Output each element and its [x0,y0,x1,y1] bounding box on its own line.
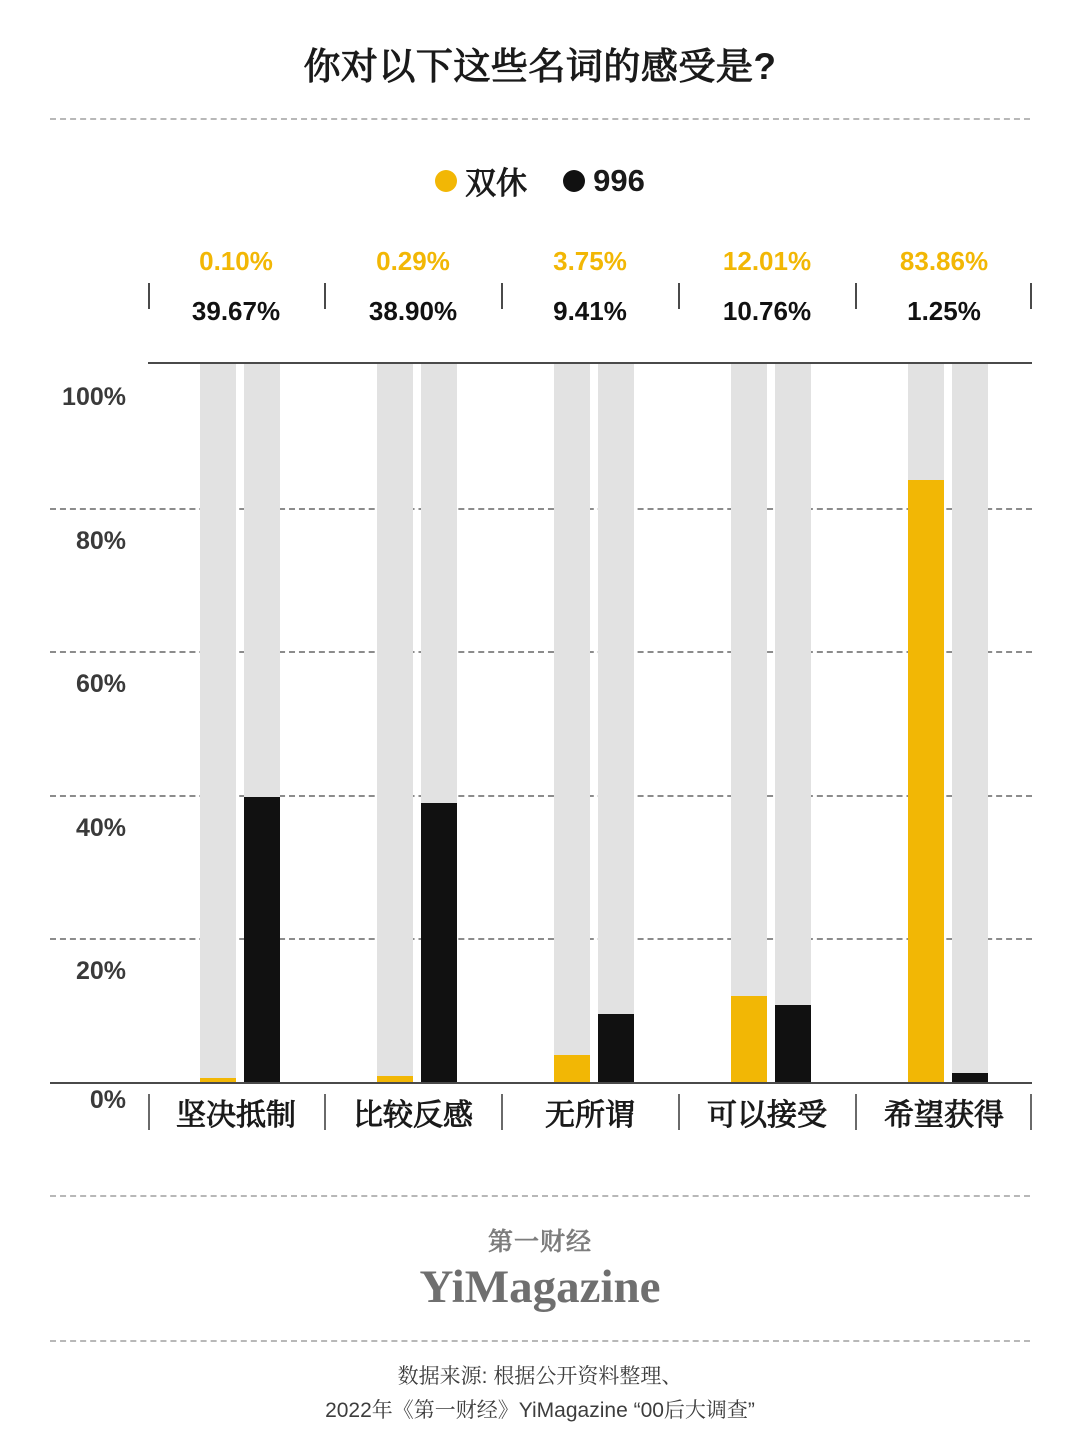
band-3-black [775,364,811,1082]
gridline-60 [50,651,1032,653]
bar-shuangxiu-3 [731,996,767,1082]
value-black-4: 1.25% [907,296,981,326]
category-separator-0 [148,1094,150,1130]
value-yellow-2: 3.75% [553,246,627,276]
category-label-3: 可以接受 [707,1099,827,1132]
source-note [0,1360,1080,1428]
black-dot-icon [563,170,585,192]
category-separator-1 [324,1094,326,1130]
band-2-black [598,364,634,1082]
legend-item-shuangxiu [435,158,527,203]
brand-name-en: YiMagazine [419,1261,661,1313]
legend-label-shuangxiu: 双休 [465,166,528,201]
category-label-0: 坚决抵制 [176,1099,296,1132]
y-tick-100: 100% [62,383,126,411]
page-title: 你对以下这些名词的感受是? [303,46,777,87]
category-label-1: 比较反感 [353,1099,473,1132]
band-4-black [952,364,988,1082]
value-yellow-4: 83.86% [899,246,989,276]
tickmark-5 [1030,283,1032,309]
category-separator-4 [855,1094,857,1130]
y-tick-0: 0% [89,1086,126,1114]
bar-shuangxiu-4 [908,480,944,1082]
gridline-40 [50,795,1032,797]
category-label-2: 无所谓 [545,1099,635,1132]
y-tick-20: 20% [75,957,126,985]
value-black-3: 10.76% [722,296,812,326]
bar-shuangxiu-2 [554,1055,590,1082]
value-yellow-3: 12.01% [722,246,812,276]
source-line-1: 数据来源: 根据公开资料整理、 [397,1365,683,1388]
bar-996-0 [244,797,280,1082]
legend-label-996: 996 [593,162,645,198]
band-0-yellow [200,364,236,1082]
value-black-2: 9.41% [553,296,627,326]
band-2-yellow [554,364,590,1082]
tickmark-1 [324,283,326,309]
value-black-1: 38.90% [368,296,458,326]
category-separator-5 [1030,1094,1032,1130]
divider-bottom [50,1195,1030,1197]
category-label-group [148,1090,1032,1140]
legend-item-996 [563,163,645,199]
y-tick-80: 80% [75,527,126,555]
x-axis-line [50,1082,1032,1084]
value-tickmark-group [148,283,1032,309]
bar-996-2 [598,1014,634,1082]
plot-inner [148,364,1032,1082]
divider-top [50,118,1030,120]
divider-footer [50,1340,1030,1342]
value-yellow-0: 0.10% [199,246,273,276]
category-separator-2 [501,1094,503,1130]
value-yellow-1: 0.29% [376,246,450,276]
plot-area [148,362,1032,1082]
tickmark-2 [501,283,503,309]
y-tick-40: 40% [75,814,126,842]
source-line-2: 2022年《第一财经》YiMagazine “00后大调查” [325,1399,755,1422]
chart-legend [0,158,1080,203]
gridline-20 [50,938,1032,940]
bar-996-4 [952,1073,988,1082]
value-black-0: 39.67% [191,296,281,326]
tickmark-4 [855,283,857,309]
band-3-yellow [731,364,767,1082]
y-tick-60: 60% [75,670,126,698]
brand-block [0,1222,1080,1314]
category-label-4: 希望获得 [884,1099,1004,1132]
gridline-80 [50,508,1032,510]
tickmark-3 [678,283,680,309]
bar-996-1 [421,803,457,1082]
tickmark-0 [148,283,150,309]
yellow-dot-icon [435,170,457,192]
brand-name-cn: 第一财经 [487,1228,592,1256]
category-separator-3 [678,1094,680,1130]
band-1-yellow [377,364,413,1082]
bar-996-3 [775,1005,811,1082]
